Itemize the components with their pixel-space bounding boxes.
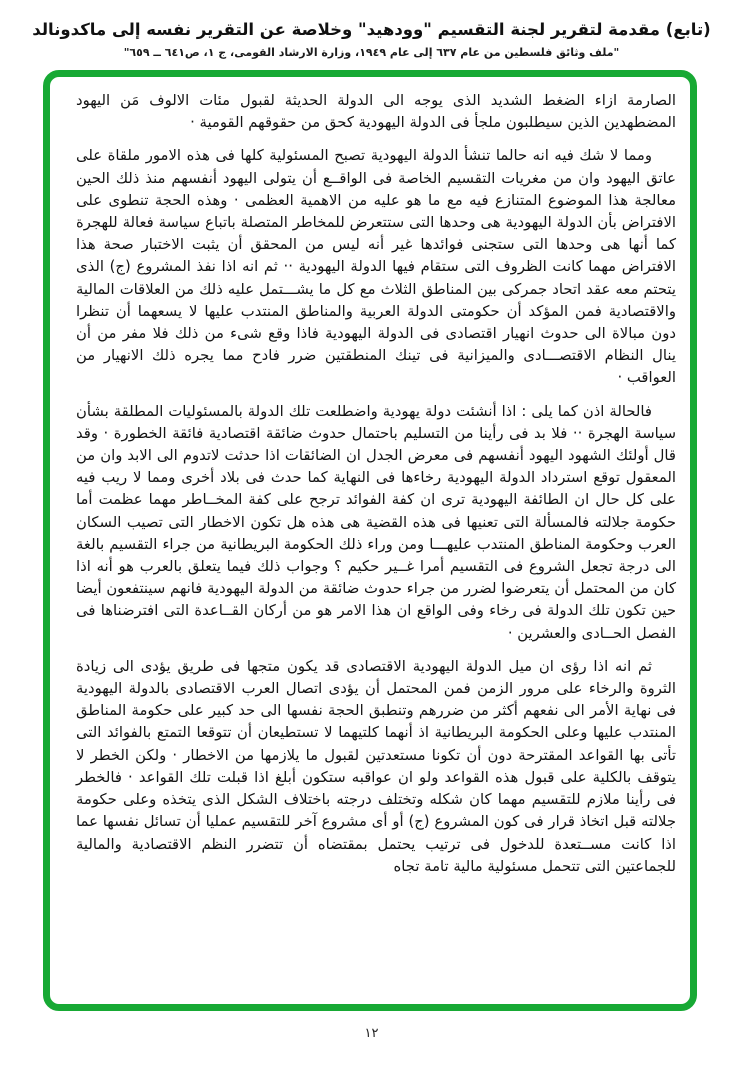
document-source-citation: "ملف وثائق فلسطين من عام ٦٣٧ إلى عام ١٩٤٩، وزارة الارشاد القومى، ج ١، ص٦٤١ ــ ٦٥٩" xyxy=(123,46,620,59)
paragraph: فالحالة اذن كما يلى : اذا أنشئت دولة يهودية واضطلعت تلك الدولة بالمسئوليات المطلقة بشأن سياسة الهجرة ·· فلا بد فى رأينا من التسليم باحتمال حدوث ضائقة اقتصادية فائقة الخطورة · وقد قال أولئك الشهود اليهود أنفسهم فى معرض الجدل ان الضائقات اذا حدثت لاتدوم الى الابد وان من المعقول توقع استرداد الدولة اليهودية رخاءها فى النهاية كما حدث فى بلاد أخرى ومما لا ريب فيه على كل حال ان الطائفة اليهودية ترى ان كفة الفوائد ترجح على كفة المخــاطر مهما عظمت أما حكومة جلالته فالمسألة التى تعنيها فى هذه القضية هى هذه هل تكون الاخطار التى تصيب السكان العرب وحكومة المناطق المنتدب عليهـــا ومن وراء ذلك الحكومة البريطانية من جراء التقسيم بالغة الى درجة تجعل الشروع فى التقسيم أمرا غــير حكيم ؟ وجواب ذلك فيما يتعلق بالعرب هو أنه اذا كان من المحتمل أن يتعرضوا لضرر من جراء حدوث ضائقة من الدولة اليهودية فانهم سينتفعون أيضا حين تكون تلك الدولة فى رخاء وفى الواقع ان هذا الامر هو من أركان القــاعدة التى افترضناها فى الفصل الحــادى والعشرين · xyxy=(76,402,676,642)
page-number: ١٢ xyxy=(364,1026,379,1041)
document-header xyxy=(0,20,743,59)
document-title: (تابع) مقدمة لتقرير لجنة التقسيم "وودهيد" وخلاصة عن التقرير نفسه إلى ماكدونالد xyxy=(32,20,711,39)
document-body-text xyxy=(50,77,690,1004)
page-footer xyxy=(0,1026,743,1041)
paragraph: الصارمة ازاء الضغط الشديد الذى يوجه الى الدولة الحديثة لقبول مئات الالوف مَن اليهود المضطهدين الذين سيطلبون ملجأ فى الدولة اليهودية كحق من حقوقهم القومية · xyxy=(76,92,676,132)
paragraph: ثم انه اذا رؤى ان ميل الدولة اليهودية الاقتصادى قد يكون متجها فى طريق يؤدى الى زيادة الثروة والرخاء على مرور الزمن فمن المحتمل أن يؤدى اتصال العرب الاقتصادى بالدولة اليهودية فى نهاية الأمر الى نفعهم أكثر من ضررهم وتنطبق الحجة نفسها الى حد كبير على حكومة المناطق المنتدب عليها وعلى الحكومة البريطانية اذ أنهما كلتيهما لا تستطيعان أن تتوقعا التمتع بالفوائد التى تأتى بها القواعد المقترحة دون أن تكونا مستعدتين لقبول ما يلازمها من الاخطار · ولكن الخطر لا يتوقف بالكلية على قبول هذه القواعد ولو ان عواقبه ستكون أبلغ اذا قبلت تلك القواعد · فالخطر فى رأينا ملازم للتقسيم مهما كان شكله وتختلف درجته باختلاف الشكل الذى يتخذه وعلى حكومة جلالته قبل اتخاذ قرار فى كون المشروع (ج) أو أى مشروع آخر للتقسيم عمليا أن تسائل نفسها عما اذا كانت مســتعدة للدخول فى ترتيب يحتمل بمقتضاه أن تتضرر النظم الاقتصادية والمالية للجماعتين التى تتحمل مسئولية مالية تامة تجاه xyxy=(76,657,676,875)
paragraph: ومما لا شك فيه انه حالما تنشأ الدولة اليهودية تصبح المسئولية كلها فى هذه الامور ملقاة على عاتق اليهود وان من مغريات التقسيم الخاصة فى الواقــع أن يتولى اليهود أنفسهم منذ ذلك الحين معالجة هذا الموضوع المتنازع فيه مع ما هو عليه من الاهمية العظمى · وهذه الحجة تنطوى على الافتراض بأن الدولة اليهودية هى وحدها التى ستتعرض للمخاطر المتصلة باتباع سياسة فعالة للهجرة كما أنها هى وحدها التى ستجنى فوائدها غير أنه ليس من المحقق أن يثبت الاختبار صحة هذا الافتراض مهما كانت الظروف التى ستقام فيها الدولة اليهودية ·· ثم انه اذا نفذ المشروع (ج) الذى يتحتم معه عقد اتحاد جمركى بين المناطق الثلاث مع كل ما يشـــتمل عليه ذلك من العلاقات المالية والاقتصادية فمن المؤكد أن حكومتى الدولة العربية والمناطق المنتدب عليها لا يسعهما أن تنظرا دون مبالاة الى حدوث انهيار اقتصادى فى الدولة اليهودية فاذا وقع شىء من ذلك فلا مفر من أن ينال النظام الاقتصـــادى والميزانية فى تينك المنطقتين ضرر فادح مما يجره ذلك الانهيار من العواقب · xyxy=(76,147,676,387)
